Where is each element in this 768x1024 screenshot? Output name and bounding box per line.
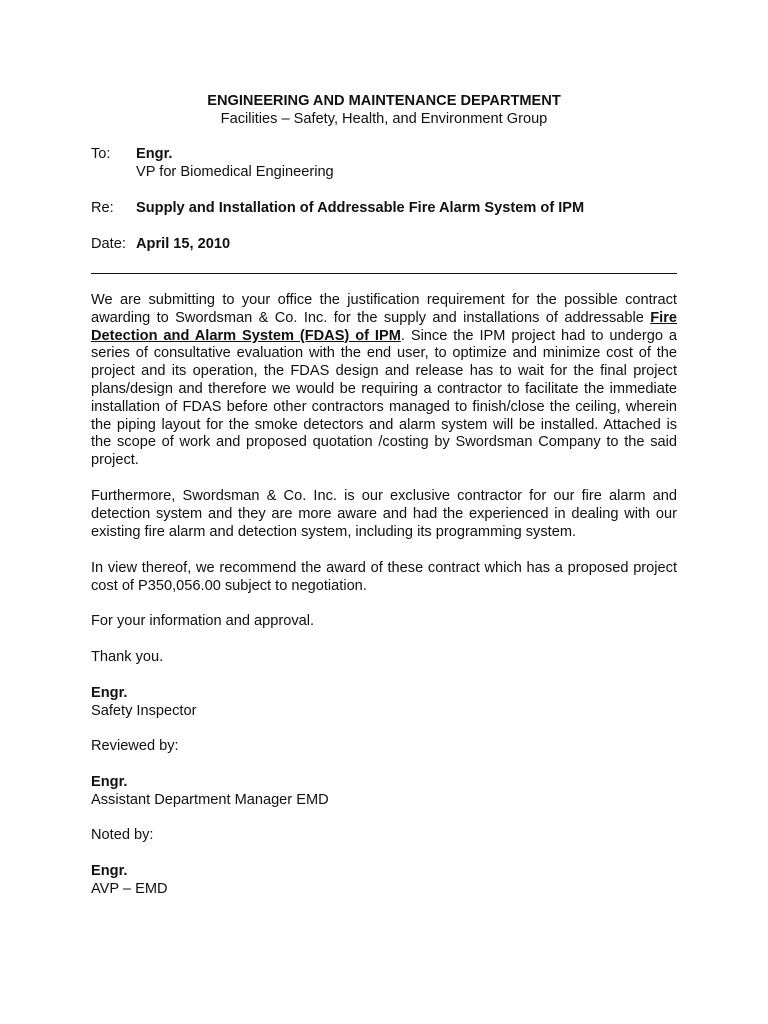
body-paragraph-2: Furthermore, Swordsman & Co. Inc. is our exclusive contractor for our fire alarm and detection system and they are more aware and had the experienced in dealing with our existing fire alarm and detection system, including its programming system.: [91, 488, 677, 540]
to-title: VP for Biomedical Engineering: [136, 164, 334, 180]
prepared-by-name: Engr.: [91, 685, 128, 701]
p1-details: . Since the IPM project had to undergo a series of consultative evaluation with the end user, to optimize and minimize cost of the project and its operation, the FDAS design and release has to wait for the final project plans/design and therefore we would be requiring a contractor to facilitate the immediate installation of FDAS before other contractors managed to finish/close the ceiling, wherein the piping layout for the smoke detectors and alarm system will be installed. Attached is the scope of work and proposed quotation /costing by Swordsman Company to the said project.: [91, 327, 677, 469]
re-subject: Supply and Installation of Addressable Fire Alarm System of IPM: [136, 200, 585, 216]
re-label: Re:: [91, 200, 114, 216]
noted-by-title: AVP – EMD: [91, 881, 168, 897]
prepared-by-title: Safety Inspector: [91, 703, 197, 719]
group-subtitle: Facilities – Safety, Health, and Environment Group: [220, 111, 548, 127]
reviewed-by-label: Reviewed by:: [91, 738, 179, 754]
body-paragraph-1: [91, 292, 677, 470]
noted-by-label: Noted by:: [91, 827, 154, 843]
department-title: ENGINEERING AND MAINTENANCE DEPARTMENT: [207, 93, 561, 109]
p1-system-name: Fire Detection and Alarm System (FDAS) of IPM: [91, 309, 677, 344]
closing-thanks: Thank you.: [91, 649, 164, 665]
p1-intro: We are submitting to your office the justification requirement for the possible contract awarding to Swordsman & Co. Inc. for the supply and installations of addressable: [91, 292, 677, 326]
to-name: Engr.: [136, 146, 173, 162]
date-label: Date:: [91, 236, 126, 252]
noted-by-name: Engr.: [91, 863, 128, 879]
reviewed-by-name: Engr.: [91, 774, 128, 790]
date-value: April 15, 2010: [136, 236, 231, 252]
header-divider: [91, 273, 677, 274]
body-paragraph-4: For your information and approval.: [91, 613, 315, 629]
to-label: To:: [91, 146, 111, 162]
body-paragraph-3: In view thereof, we recommend the award of these contract which has a proposed project cost of P350,056.00 subject to negotiation.: [91, 560, 677, 594]
reviewed-by-title: Assistant Department Manager EMD: [91, 792, 329, 808]
